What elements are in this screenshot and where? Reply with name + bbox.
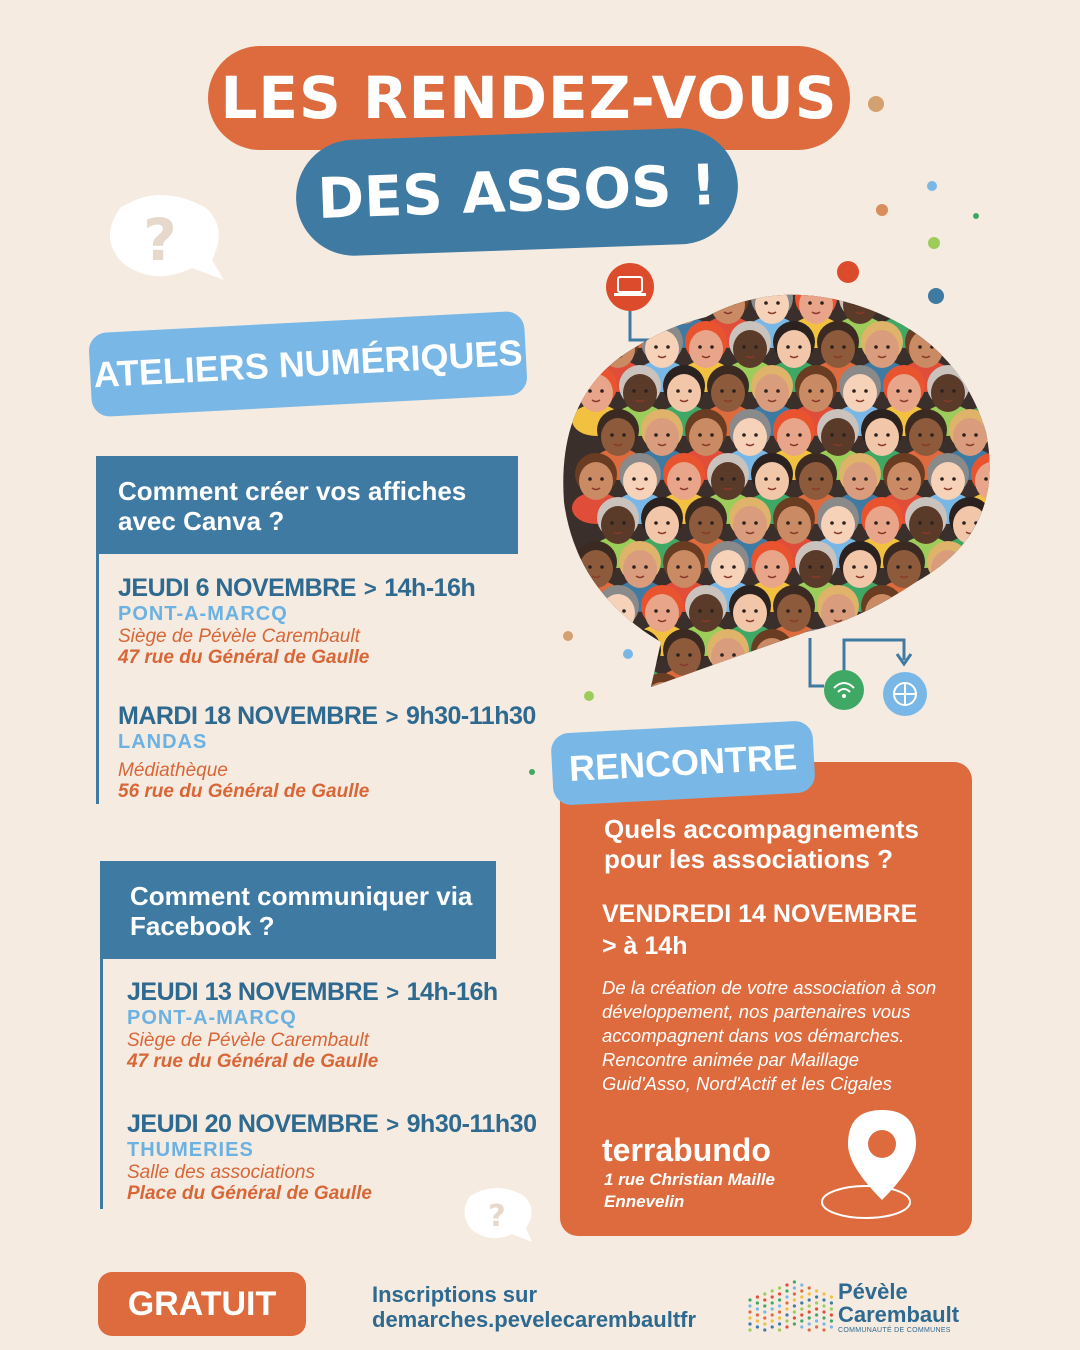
logo-dot bbox=[778, 1292, 781, 1295]
inscriptions-text bbox=[372, 1282, 696, 1332]
workshop1-title: Comment créer vos affiches avec Canva ? bbox=[96, 456, 518, 554]
session-address: Place du Général de Gaulle bbox=[127, 1183, 372, 1204]
crowd-face bbox=[946, 673, 994, 722]
logo-dot bbox=[830, 1325, 833, 1328]
logo-sub: COMMUNAUTÉ DE COMMUNES bbox=[838, 1327, 951, 1334]
session-3 bbox=[127, 978, 498, 1072]
session-place: Médiathèque bbox=[118, 760, 228, 781]
logo-dot bbox=[763, 1298, 766, 1301]
logo-dot bbox=[793, 1286, 796, 1289]
crowd-face bbox=[726, 673, 774, 722]
session-2 bbox=[118, 702, 536, 802]
logo-dot bbox=[830, 1307, 833, 1310]
rencontre-title: Quels accompagnements pour les associations ? bbox=[604, 814, 919, 874]
question-bubble-small-icon bbox=[460, 1184, 536, 1246]
logo-dot bbox=[748, 1310, 751, 1313]
logo-dot bbox=[756, 1307, 759, 1310]
pevele-logo-icon bbox=[746, 1272, 838, 1338]
logo-dot bbox=[763, 1316, 766, 1319]
logo-dot bbox=[771, 1313, 774, 1316]
logo-dot bbox=[771, 1325, 774, 1328]
logo-dot bbox=[808, 1322, 811, 1325]
logo-dot bbox=[763, 1322, 766, 1325]
arrow-icon: > bbox=[386, 980, 399, 1005]
crowd-face bbox=[968, 277, 996, 348]
session-place: Siège de Pévèle Carembault bbox=[118, 626, 360, 647]
logo-dot bbox=[756, 1313, 759, 1316]
logo-dot bbox=[815, 1313, 818, 1316]
crowd-face bbox=[748, 629, 796, 700]
arrow-icon: > bbox=[363, 576, 377, 601]
question-bubble-icon bbox=[100, 188, 228, 296]
inscriptions-link[interactable]: demarches.pevelecarembaultfr bbox=[372, 1307, 697, 1332]
logo-dot bbox=[785, 1319, 788, 1322]
logo-dot bbox=[800, 1319, 803, 1322]
logo-dot bbox=[815, 1325, 818, 1328]
logo-dot bbox=[822, 1310, 825, 1313]
venue-name: terrabundo bbox=[602, 1132, 771, 1168]
workshop1-line bbox=[96, 554, 99, 804]
logo-dot bbox=[748, 1316, 751, 1319]
logo-dot bbox=[763, 1328, 766, 1331]
logo-dot bbox=[822, 1328, 825, 1331]
logo-dot bbox=[808, 1310, 811, 1313]
laptop-icon bbox=[606, 263, 654, 311]
logo-dot bbox=[793, 1292, 796, 1295]
logo-dot bbox=[808, 1304, 811, 1307]
logo-dot bbox=[800, 1325, 803, 1328]
logo-dot bbox=[778, 1298, 781, 1301]
crowd-face bbox=[572, 629, 620, 700]
session-address: 47 rue du Général de Gaulle bbox=[118, 647, 370, 668]
crowd-face bbox=[924, 629, 972, 700]
logo-dot bbox=[771, 1301, 774, 1304]
crowd-face bbox=[924, 541, 972, 612]
basketball-icon bbox=[883, 672, 927, 716]
logo-dot bbox=[830, 1319, 833, 1322]
crowd-face bbox=[638, 673, 686, 722]
rencontre-time: > à 14h bbox=[602, 932, 688, 960]
session-day: JEUDI 13 NOVEMBRE bbox=[127, 978, 379, 1006]
logo-dot bbox=[830, 1301, 833, 1304]
logo-dot bbox=[800, 1289, 803, 1292]
logo-line2: Carembault bbox=[838, 1302, 960, 1327]
rencontre-day: VENDREDI 14 NOVEMBRE bbox=[602, 900, 918, 928]
session-place: Salle des associations bbox=[127, 1162, 315, 1183]
crowd-face bbox=[682, 673, 730, 722]
logo-dot bbox=[785, 1313, 788, 1316]
crowd-face bbox=[594, 673, 642, 722]
logo-dot bbox=[822, 1322, 825, 1325]
inscriptions-line1: Inscriptions sur bbox=[372, 1282, 538, 1307]
wifi-icon bbox=[824, 670, 864, 710]
logo-dot bbox=[778, 1310, 781, 1313]
session-city: LANDAS bbox=[118, 731, 208, 753]
arrow-icon: > bbox=[385, 704, 398, 729]
logo-dot bbox=[778, 1286, 781, 1289]
session-day: JEUDI 20 NOVEMBRE bbox=[127, 1110, 379, 1138]
logo-dot bbox=[763, 1310, 766, 1313]
logo-dot bbox=[785, 1301, 788, 1304]
logo-dot bbox=[822, 1292, 825, 1295]
logo-dot bbox=[800, 1313, 803, 1316]
workshop2-line bbox=[100, 959, 103, 1209]
session-time: 14h-16h bbox=[384, 574, 476, 602]
logo-dot bbox=[800, 1301, 803, 1304]
session-city: PONT-A-MARCQ bbox=[127, 1007, 297, 1029]
logo-dot bbox=[822, 1316, 825, 1319]
logo-dot bbox=[748, 1328, 751, 1331]
logo-dot bbox=[778, 1322, 781, 1325]
title-line2: DES ASSOS ! bbox=[294, 126, 740, 257]
logo-dot bbox=[756, 1325, 759, 1328]
logo-dot bbox=[763, 1292, 766, 1295]
session-1 bbox=[118, 574, 475, 668]
logo-text bbox=[838, 1280, 959, 1336]
logo-dot bbox=[800, 1295, 803, 1298]
venue-address-line1: 1 rue Christian Maille bbox=[604, 1170, 775, 1189]
rencontre-description: De la création de votre association à son développement, nos partenaires vous accompagnent dans vos démarches. Rencontre animée par Maillage Guid'Asso, Nord'Actif et les Cigales bbox=[602, 977, 937, 1094]
logo-dot bbox=[785, 1289, 788, 1292]
logo-line1: Pévèle bbox=[838, 1279, 908, 1304]
logo-dot bbox=[808, 1298, 811, 1301]
logo-dot bbox=[756, 1301, 759, 1304]
session-place: Siège de Pévèle Carembault bbox=[127, 1030, 369, 1051]
venue-address-line2: Ennevelin bbox=[604, 1192, 685, 1211]
logo-dot bbox=[785, 1295, 788, 1298]
session-time: 9h30-11h30 bbox=[406, 1110, 537, 1138]
crowd-illustration bbox=[556, 262, 996, 722]
logo-dot bbox=[763, 1304, 766, 1307]
logo-dot bbox=[778, 1328, 781, 1331]
logo-dot bbox=[771, 1307, 774, 1310]
title-line1: LES RENDEZ-VOUS bbox=[208, 46, 850, 150]
rencontre-box bbox=[560, 762, 972, 1236]
logo-dot bbox=[756, 1319, 759, 1322]
session-time: 14h-16h bbox=[406, 978, 498, 1006]
logo-dot bbox=[793, 1310, 796, 1313]
logo-dot bbox=[808, 1292, 811, 1295]
logo-dot bbox=[748, 1298, 751, 1301]
location-pin-icon bbox=[820, 1108, 920, 1224]
crowd-face bbox=[858, 585, 906, 656]
logo-dot bbox=[785, 1307, 788, 1310]
rencontre-section-label: RENCONTRE bbox=[550, 720, 815, 806]
crowd-face bbox=[924, 277, 972, 348]
logo-dot bbox=[830, 1313, 833, 1316]
logo-dot bbox=[793, 1322, 796, 1325]
session-time: 9h30-11h30 bbox=[405, 702, 536, 730]
session-day: MARDI 18 NOVEMBRE bbox=[118, 702, 378, 730]
logo-dot bbox=[785, 1325, 788, 1328]
logo-dot bbox=[748, 1304, 751, 1307]
logo-dot bbox=[778, 1304, 781, 1307]
logo-dot bbox=[793, 1304, 796, 1307]
session-address: 47 rue du Général de Gaulle bbox=[127, 1051, 379, 1072]
session-city: PONT-A-MARCQ bbox=[118, 603, 288, 625]
logo-dot bbox=[771, 1295, 774, 1298]
logo-dot bbox=[785, 1283, 788, 1286]
logo-dot bbox=[808, 1328, 811, 1331]
gratuit-badge: GRATUIT bbox=[98, 1272, 306, 1336]
svg-text:?: ? bbox=[143, 206, 177, 274]
logo-dot bbox=[793, 1316, 796, 1319]
logo-dot bbox=[800, 1307, 803, 1310]
logo-dot bbox=[815, 1301, 818, 1304]
logo-dot bbox=[756, 1295, 759, 1298]
logo-dot bbox=[808, 1286, 811, 1289]
svg-text:?: ? bbox=[488, 1199, 506, 1234]
logo-dot bbox=[822, 1304, 825, 1307]
crowd-face bbox=[968, 629, 996, 700]
crowd-face bbox=[968, 541, 996, 612]
crowd-face bbox=[946, 585, 994, 656]
logo-dot bbox=[793, 1280, 796, 1283]
logo-dot bbox=[815, 1307, 818, 1310]
logo-dot bbox=[771, 1289, 774, 1292]
session-day: JEUDI 6 NOVEMBRE bbox=[118, 574, 356, 602]
logo-dot bbox=[778, 1316, 781, 1319]
workshop2-title: Comment communiquer via Facebook ? bbox=[100, 861, 496, 959]
session-city: THUMERIES bbox=[127, 1139, 254, 1161]
crowd-face bbox=[902, 585, 950, 656]
logo-dot bbox=[815, 1295, 818, 1298]
logo-dot bbox=[793, 1298, 796, 1301]
logo-dot bbox=[800, 1283, 803, 1286]
logo-dot bbox=[822, 1298, 825, 1301]
logo-dot bbox=[815, 1319, 818, 1322]
logo-dot bbox=[808, 1316, 811, 1319]
logo-dot bbox=[815, 1289, 818, 1292]
logo-dot bbox=[748, 1322, 751, 1325]
arrow-icon: > bbox=[386, 1112, 399, 1137]
logo-dot bbox=[771, 1319, 774, 1322]
session-address: 56 rue du Général de Gaulle bbox=[118, 781, 370, 802]
logo-dot bbox=[830, 1295, 833, 1298]
ateliers-section-label: ATELIERS NUMÉRIQUES bbox=[88, 311, 528, 418]
